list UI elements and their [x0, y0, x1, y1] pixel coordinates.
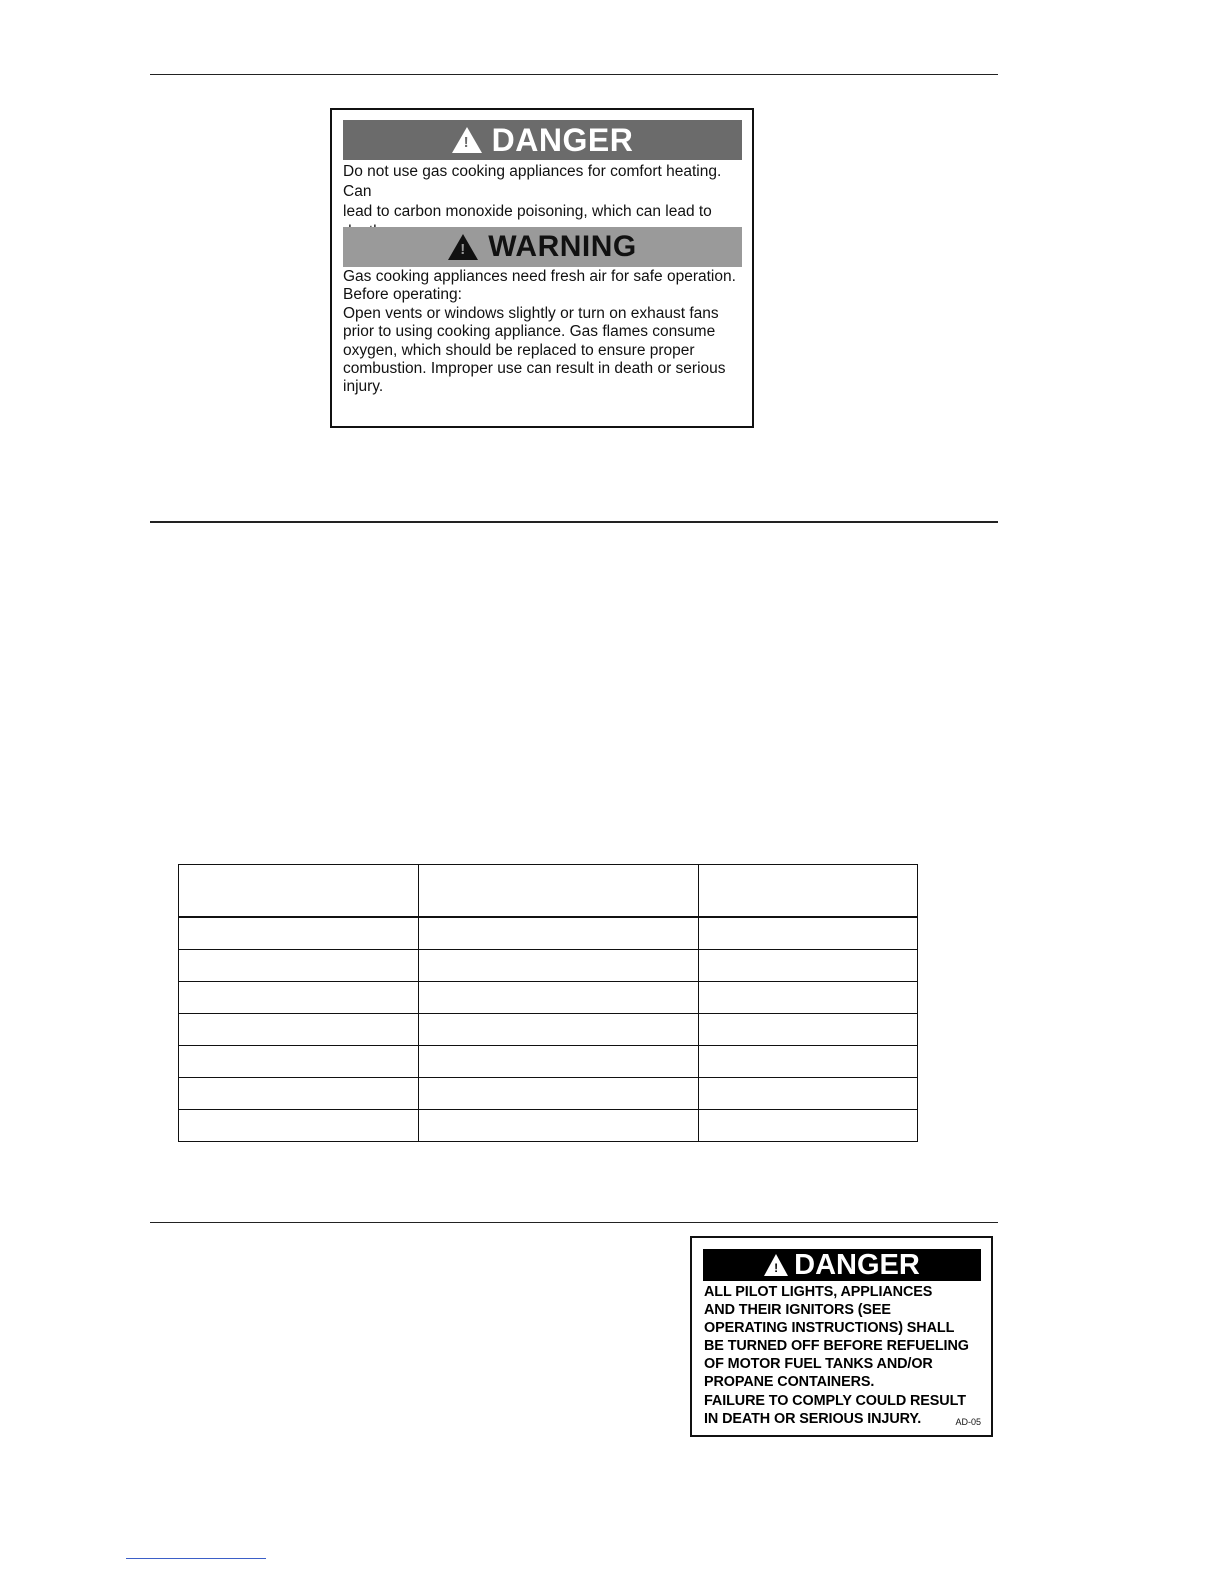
table-cell: [419, 982, 699, 1014]
table-header-cell: [699, 865, 918, 918]
table-cell: [419, 1046, 699, 1078]
table-cell: [699, 917, 918, 950]
table-header-cell: [419, 865, 699, 918]
safety-label-top: [330, 108, 754, 428]
table-cell: [419, 1110, 699, 1142]
table-cell: [419, 917, 699, 950]
danger-banner: [343, 120, 742, 160]
table-cell: [699, 950, 918, 982]
table-header-row: [179, 865, 918, 918]
table-row: [179, 1078, 918, 1110]
top-rule: [150, 74, 998, 75]
table-cell: [699, 1014, 918, 1046]
warning-triangle-icon: !: [452, 127, 482, 153]
table-header-cell: [179, 865, 419, 918]
table-cell: [699, 1110, 918, 1142]
danger-banner: [703, 1249, 981, 1281]
warning-triangle-icon: !: [764, 1254, 788, 1276]
table-row: [179, 1014, 918, 1046]
table-row: [179, 982, 918, 1014]
table-cell: [179, 917, 419, 950]
table-row: [179, 1046, 918, 1078]
table-cell: [179, 1110, 419, 1142]
table-row: [179, 917, 918, 950]
danger-text: Do not use gas cooking appliances for comfort heating. Can lead to carbon monoxide poisoning, which can lead to: [343, 163, 722, 220]
warning-triangle-icon: !: [448, 234, 478, 260]
table-cell: [699, 1078, 918, 1110]
label-code: AD-05: [955, 1417, 981, 1427]
table-cell: [419, 1078, 699, 1110]
table-cell: [179, 1078, 419, 1110]
danger-text: ALL PILOT LIGHTS, APPLIANCES AND THEIR IGNITORS (SEE OPERATING INSTRUCTIONS) SHALL BE TURNED OFF BEFORE REFUELING OF MOTOR FUEL TANKS AND/OR PROPANE CONTAINERS. FAILURE TO COMPLY COULD RESULT IN DEATH OR SERIOUS INJURY.: [704, 1284, 969, 1427]
table-cell: [179, 1014, 419, 1046]
section-rule: [150, 521, 998, 523]
warning-heading: WARNING: [488, 230, 637, 263]
table-row: [179, 1110, 918, 1142]
warning-banner: [343, 227, 742, 267]
table-cell: [419, 950, 699, 982]
table-cell: [699, 1046, 918, 1078]
table-cell: [179, 950, 419, 982]
table-row: [179, 950, 918, 982]
table-cell: [699, 982, 918, 1014]
footnote-rule: [126, 1558, 266, 1559]
section-rule: [150, 1222, 998, 1223]
warning-text: Gas cooking appliances need fresh air for safe operation. Before operating: Open vents or windows slightly or turn on exhaust fans prior to using cooking appliance. Gas flames consume oxygen, which should be replaced to ensure proper combustion. Improper use can result in death or serious injury.: [343, 268, 736, 396]
table-cell: [179, 982, 419, 1014]
safety-label-bottom: [690, 1236, 993, 1437]
data-table: [178, 864, 918, 1142]
danger-heading: DANGER: [794, 1248, 920, 1281]
table-cell: [419, 1014, 699, 1046]
danger-heading: DANGER: [491, 121, 634, 158]
table-cell: [179, 1046, 419, 1078]
